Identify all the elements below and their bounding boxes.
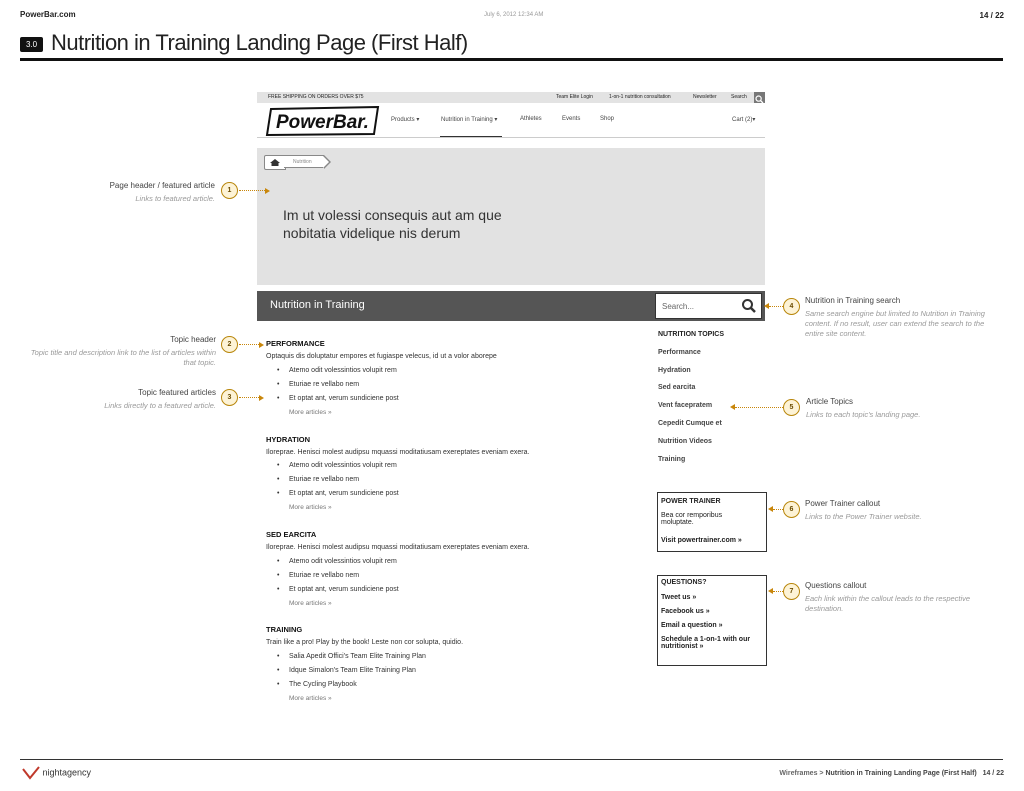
power-trainer-link[interactable]: Visit powertrainer.com » [661,537,742,544]
arrow-right-icon [265,188,270,194]
annotation-marker-7: 7 [783,583,800,600]
annotation-connector [773,591,783,592]
annotation-connector [239,190,265,191]
more-articles-link[interactable]: More articles » [289,600,332,607]
annotation-1-title: Page header / featured article [109,181,215,190]
breadcrumb-arrow-fill [323,156,329,168]
arrow-right-icon [259,395,264,401]
annotation-7-desc: Each link within the callout leads to the respective destination. [805,594,971,613]
document-title: Nutrition in Training Landing Page (First Half) [51,30,468,55]
agency-logo [22,766,91,780]
annotation-marker-4: 4 [783,298,800,315]
breadcrumb-nutrition[interactable]: Nutrition [284,155,324,168]
nutrition-topics-heading: NUTRITION TOPICS [658,331,724,338]
more-articles-link[interactable]: More articles » [289,504,332,511]
utility-bar [257,92,765,103]
agency-mark-icon [22,766,40,780]
email-question-link[interactable]: Email a question » [661,622,723,629]
footer-divider [20,759,1003,760]
sidebar-item-vent-facepratem[interactable]: Vent facepratem [658,402,713,409]
tweet-us-link[interactable]: Tweet us » [661,594,697,601]
arrow-right-icon [259,342,264,348]
annotation-4-title: Nutrition in Training search [805,296,901,305]
section-title: Nutrition in Training [270,299,365,311]
newsletter-link[interactable]: Newsletter [693,94,717,100]
annotation-marker-5: 5 [783,399,800,416]
topic-description[interactable]: Optaquis dis doluptatur empores et fugiaspe velecus, id ut a volor aborepe [266,353,497,360]
article-link[interactable]: • Eturiae re vellabo nem [289,476,359,483]
nav-products[interactable]: Products ▾ [391,117,420,123]
sidebar-item-sed-earcita[interactable]: Sed earcita [658,384,696,391]
document-date: July 6, 2012 12:34 AM [484,12,544,18]
annotation-marker-3: 3 [221,389,238,406]
sidebar-item-nutrition-videos[interactable]: Nutrition Videos [658,438,712,445]
annotation-connector [735,407,783,408]
more-articles-link[interactable]: More articles » [289,409,332,416]
page-count: 14 / 22 [979,11,1004,20]
home-icon [265,156,285,169]
sidebar-item-hydration[interactable]: Hydration [658,367,691,374]
annotation-3-title: Topic featured articles [138,388,216,397]
questions-callout [657,575,767,666]
nav-events[interactable]: Events [562,116,581,122]
article-link[interactable]: • The Cycling Playbook [289,681,357,688]
nav-nutrition-in-training[interactable]: Nutrition in Training ▾ [441,117,498,123]
article-link[interactable]: • Eturiae re vellabo nem [289,572,359,579]
title-divider [20,58,1003,61]
chevron-down-icon: ▾ [494,117,498,123]
article-link[interactable]: • Atemo odit volessintios volupit rem [289,462,397,469]
breadcrumb-home[interactable] [264,155,286,170]
topic-heading[interactable]: TRAINING [266,625,303,634]
article-link[interactable]: • Et optat ant, verum sundiciene post [289,395,399,402]
article-link[interactable]: • Eturiae re vellabo nem [289,381,359,388]
annotation-6-desc: Links to the Power Trainer website. [805,512,922,521]
sidebar-item-performance[interactable]: Performance [658,349,701,356]
schedule-consult-link[interactable]: Schedule a 1-on-1 with our nutritionist » [661,636,751,650]
facebook-us-link[interactable]: Facebook us » [661,608,710,615]
power-trainer-body: Bea cor remporibus moluptate. [661,512,723,526]
annotation-connector [769,306,783,307]
footer-breadcrumb: Wireframes > Nutrition in Training Landing Page (First Half) 14 / 22 [779,770,1004,777]
topic-heading[interactable]: SED EARCITA [266,530,317,539]
annotation-3-desc: Links directly to a featured article. [104,401,216,410]
topic-description[interactable]: Iloreprae. Henisci molest audipsu mquassi moditatiusam exereptates eveniam exera. [266,544,530,551]
article-link[interactable]: • Salia Apedit Offici's Team Elite Training Plan [289,653,426,660]
article-link[interactable]: • Idque Simalon's Team Elite Training Plan [289,667,416,674]
annotation-5-title: Article Topics [806,397,853,406]
topic-heading[interactable]: HYDRATION [266,435,311,444]
annotation-7-title: Questions callout [805,581,867,590]
annotation-marker-1: 1 [221,182,238,199]
annotation-marker-6: 6 [783,501,800,518]
annotation-connector [239,397,259,398]
topic-description[interactable]: Train like a pro! Play by the book! Leste non cor solupta, quidio. [266,639,464,646]
sidebar-item-training[interactable]: Training [658,456,686,463]
cart-link[interactable]: Cart (2)▾ [732,117,756,123]
annotation-4-desc: Same search engine but limited to Nutrition in Training content. If no result, user can extend the search to the entire site content. [805,309,985,338]
consultation-link[interactable]: 1-on-1 nutrition consultation [609,94,671,100]
search-icon[interactable] [741,298,757,319]
annotation-2-title: Topic header [170,335,216,344]
nav-shop[interactable]: Shop [600,116,615,122]
search-icon[interactable] [754,92,765,103]
search-link[interactable]: Search [731,94,747,100]
search-placeholder: Search... [662,302,695,311]
annotation-2-desc: Topic title and description link to the list of articles within that topic. [30,348,216,367]
site-name: PowerBar.com [20,10,76,19]
article-link[interactable]: • Et optat ant, verum sundiciene post [289,586,399,593]
topic-description[interactable]: Iloreprae. Henisci molest audipsu mquassi moditatiusam exereptates eveniam exera. [266,449,530,456]
section-number-badge: 3.0 [20,37,43,52]
logo-text: PowerBar. [276,112,369,133]
more-articles-link[interactable]: More articles » [289,695,332,702]
power-trainer-heading: POWER TRAINER [661,498,721,505]
chevron-down-icon: ▾ [416,117,420,123]
topic-heading[interactable]: PERFORMANCE [266,339,325,348]
annotation-6-title: Power Trainer callout [805,499,881,508]
chevron-down-icon: ▾ [752,117,756,123]
team-elite-login-link[interactable]: Team Elite Login [556,94,593,100]
annotation-connector [239,344,259,345]
hero-title[interactable]: Im ut volessi consequis aut am que nobitatia videlique nis derum [283,207,502,241]
nav-athletes[interactable]: Athletes [520,116,542,122]
article-link[interactable]: • Atemo odit volessintios volupit rem [289,367,397,374]
annotation-marker-2: 2 [221,336,238,353]
questions-heading: QUESTIONS? [661,579,707,586]
annotation-connector [773,509,783,510]
annotation-1-desc: Links to featured article. [135,194,215,203]
powerbar-logo[interactable] [265,106,380,136]
promo-text: FREE SHIPPING ON ORDERS OVER $75 [268,94,364,100]
sidebar-item-cepedit-cumque[interactable]: Cepedit Cumque et [658,420,722,427]
annotation-5-desc: Links to each topic's landing page. [806,410,921,419]
nav-active-indicator [440,136,502,137]
agency-name: nightagency [42,767,92,778]
article-link[interactable]: • Atemo odit volessintios volupit rem [289,558,397,565]
footer-page-count: 14 / 22 [982,770,1004,777]
article-link[interactable]: • Et optat ant, verum sundiciene post [289,490,399,497]
